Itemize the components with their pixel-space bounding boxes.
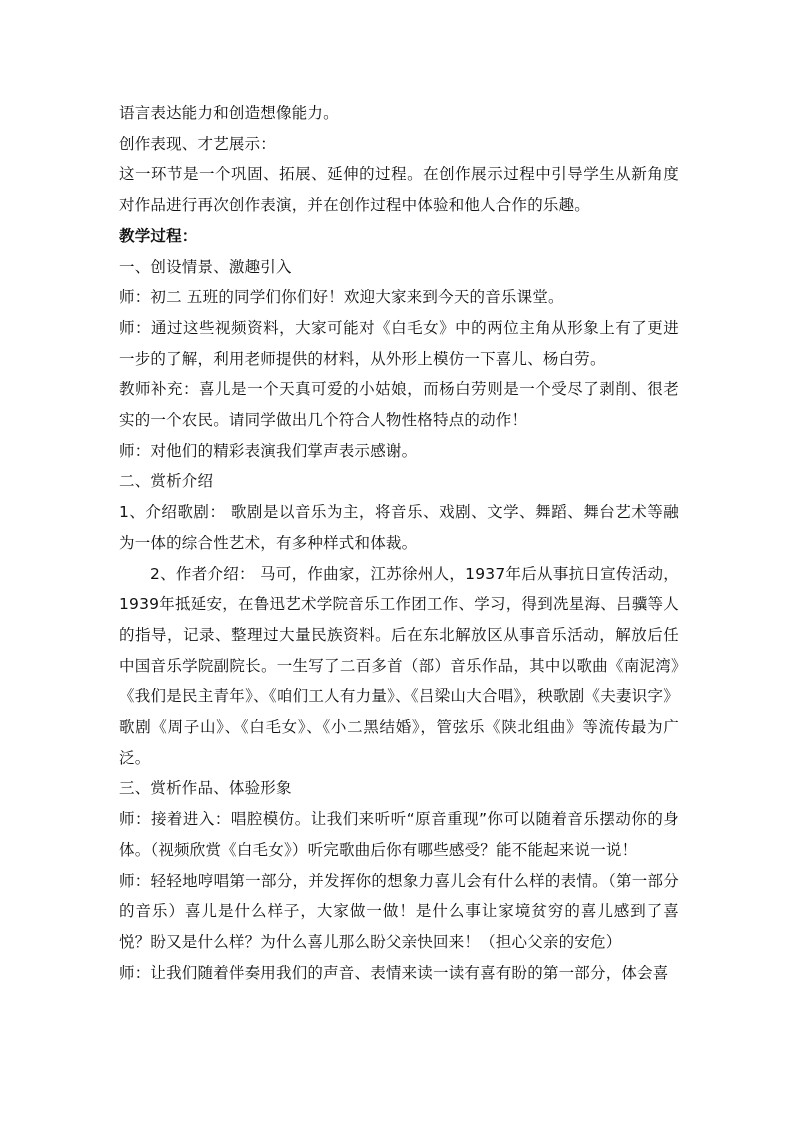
- paragraph-greeting: 师：初二 五班的同学们你们好！欢迎大家来到今天的音乐课堂。: [119, 288, 564, 307]
- section-heading-2: 二、赏析介绍: [119, 472, 214, 491]
- paragraph-reading-along: 师：让我们随着伴奏用我们的声音、表情来读一读有喜有盼的第一部分，体会喜: [119, 963, 669, 982]
- paragraph-opera-intro: 1、介绍歌剧： 歌剧是以音乐为主，将音乐、戏剧、文学、舞蹈、舞台艺术等融为一体的综合性艺术，有多种样式和体裁。: [119, 503, 679, 552]
- paragraph-applause: 师：对他们的精彩表演我们掌声表示感谢。: [119, 441, 418, 460]
- section-title-teaching-process: 教学过程：: [119, 226, 198, 245]
- paragraph-humming: 师：轻轻地哼唱第一部分，并发挥你的想象力喜儿会有什么样的表情。（第一部分的音乐）喜儿是什么样子，大家做一做！是什么事让家境贫穷的喜儿感到了喜悦？盼又是什么样？为什么喜儿那么盼父亲快回来！（担心父亲的安危）: [119, 871, 679, 951]
- paragraph-ability-summary: 语言表达能力和创造想像能力。: [119, 104, 339, 122]
- paragraph-creation-description: 这一环节是一个巩固、拓展、延伸的过程。在创作展示过程中引导学生从新角度对作品进行再次创作表演，并在创作过程中体验和他人合作的乐趣。: [119, 165, 679, 215]
- section-heading-1: 一、创设情景、激趣引入: [119, 257, 292, 276]
- paragraph-video-intro: 师：通过这些视频资料，大家可能对《白毛女》中的两位主角从形象上有了更进一步的了解，利用老师提供的材料，从外形上模仿一下喜儿、杨白劳。: [119, 318, 679, 368]
- paragraph-vocal-imitation: 师：接着进入：唱腔模仿。让我们来听听“原音重现”你可以随着音乐摆动你的身体。（视频欣赏《白毛女》）听完歌曲后你有哪些感受？能不能起来说一说！: [119, 810, 679, 859]
- paragraph-teacher-supplement: 教师补充：喜儿是一个天真可爱的小姑娘，而杨白劳则是一个受尽了剥削、很老实的一个农民。请同学做出几个符合人物性格特点的动作！: [119, 380, 679, 430]
- document-body: [119, 98, 679, 988]
- paragraph-author-intro: 2、作者介绍： 马可，作曲家，江苏徐州人，1937年后从事抗日宣传活动，1939年抵延安，在鲁迅艺术学院音乐工作团工作、学习，得到冼星海、吕骥等人的指导，记录、整理过大量民族资料。后在东北解放区从事音乐活动，解放后任中国音乐学院副院长。一生写了二百多首（部）音乐作品，其中以歌曲《南泥湾》《我们是民主青年》、《咱们工人有力量》、《吕梁山大合唱》，秧歌剧《夫妻识字》歌剧《周子山》、《白毛女》、《小二黑结婚》，管弦乐《陕北组曲》等流传最为广泛。: [119, 564, 679, 767]
- section-heading-3: 三、赏析作品、体验形象: [119, 779, 292, 798]
- paragraph-creation-heading: 创作表现、才艺展示：: [119, 134, 277, 153]
